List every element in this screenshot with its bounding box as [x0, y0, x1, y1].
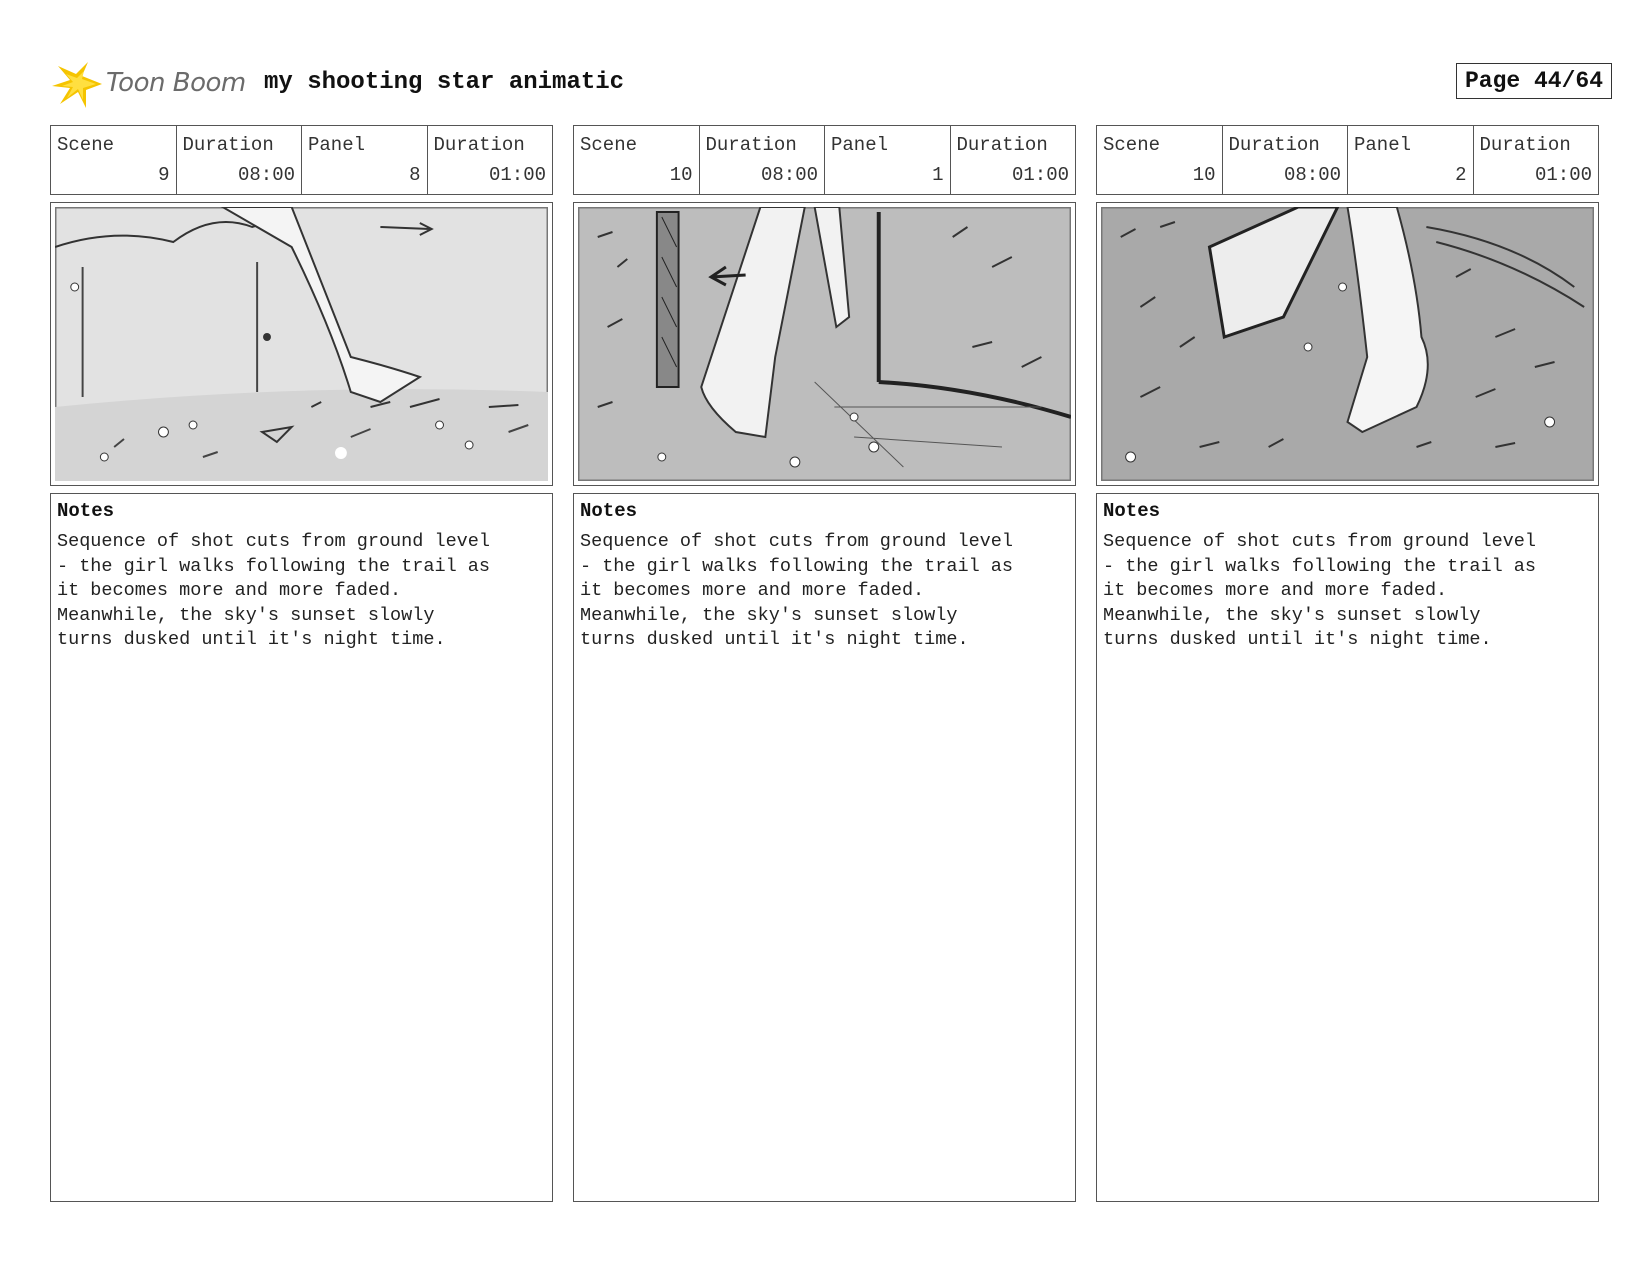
sketch-frame — [50, 202, 553, 486]
duration-label: Duration — [433, 134, 525, 156]
toon-boom-logo — [52, 58, 252, 110]
panel-label: Panel — [831, 134, 889, 156]
panel-number: 1 — [932, 164, 944, 186]
panel-number: 8 — [409, 164, 421, 186]
duration-label: Duration — [182, 134, 274, 156]
page-number: Page 44/64 — [1456, 63, 1612, 99]
sketch-frame — [1096, 202, 1599, 486]
scene-number: 10 — [669, 164, 693, 186]
scene-number: 9 — [158, 164, 170, 186]
logo-text: Toon Boom — [106, 68, 246, 98]
storyboard-panel-1 — [50, 125, 553, 1202]
scene-cell — [51, 126, 177, 194]
panel-duration-cell — [428, 126, 553, 194]
duration-label: Duration — [956, 134, 1048, 156]
sketch-image — [1101, 207, 1594, 481]
notes-box — [50, 493, 553, 1202]
duration-label: Duration — [1479, 134, 1571, 156]
scene-label: Scene — [580, 134, 638, 156]
notes-text: Sequence of shot cuts from ground level - the girl walks following the trail as it becomes more and more faded. Meanwhile, the sky's sunset slowly turns dusked until it's night time. — [580, 531, 1013, 651]
panel-number: 2 — [1455, 164, 1467, 186]
notes-title: Notes — [1103, 500, 1161, 522]
scene-duration: 08:00 — [1283, 164, 1341, 186]
panel-duration: 01:00 — [488, 164, 546, 186]
scene-cell — [574, 126, 700, 194]
notes-text: Sequence of shot cuts from ground level - the girl walks following the trail as it becomes more and more faded. Meanwhile, the sky's sunset slowly turns dusked until it's night time. — [57, 531, 490, 651]
panel-info-row — [1096, 125, 1599, 195]
panel-duration: 01:00 — [1534, 164, 1592, 186]
scene-duration-cell — [1223, 126, 1349, 194]
scene-label: Scene — [1103, 134, 1161, 156]
panel-cell — [302, 126, 428, 194]
notes-title: Notes — [57, 500, 115, 522]
panel-info-row — [50, 125, 553, 195]
scene-duration-cell — [177, 126, 303, 194]
sketch-image — [578, 207, 1071, 481]
notes-title: Notes — [580, 500, 638, 522]
panel-label: Panel — [1354, 134, 1412, 156]
panel-cell — [825, 126, 951, 194]
panel-duration-cell — [1474, 126, 1599, 194]
document-title: my shooting star animatic — [264, 69, 625, 96]
panel-duration: 01:00 — [1011, 164, 1069, 186]
notes-box — [573, 493, 1076, 1202]
shooting-star-icon — [52, 58, 108, 110]
scene-duration: 08:00 — [237, 164, 295, 186]
scene-number: 10 — [1192, 164, 1216, 186]
notes-text: Sequence of shot cuts from ground level - the girl walks following the trail as it becomes more and more faded. Meanwhile, the sky's sunset slowly turns dusked until it's night time. — [1103, 531, 1536, 651]
scene-label: Scene — [57, 134, 115, 156]
scene-duration: 08:00 — [760, 164, 818, 186]
panel-cell — [1348, 126, 1474, 194]
duration-label: Duration — [705, 134, 797, 156]
panel-info-row — [573, 125, 1076, 195]
duration-label: Duration — [1228, 134, 1320, 156]
storyboard-panel-3 — [1096, 125, 1599, 1202]
panel-label: Panel — [308, 134, 366, 156]
notes-box — [1096, 493, 1599, 1202]
sketch-image — [55, 207, 548, 481]
sketch-frame — [573, 202, 1076, 486]
scene-duration-cell — [700, 126, 826, 194]
scene-cell — [1097, 126, 1223, 194]
storyboard-panel-2 — [573, 125, 1076, 1202]
panel-duration-cell — [951, 126, 1076, 194]
page-header — [52, 56, 1612, 112]
